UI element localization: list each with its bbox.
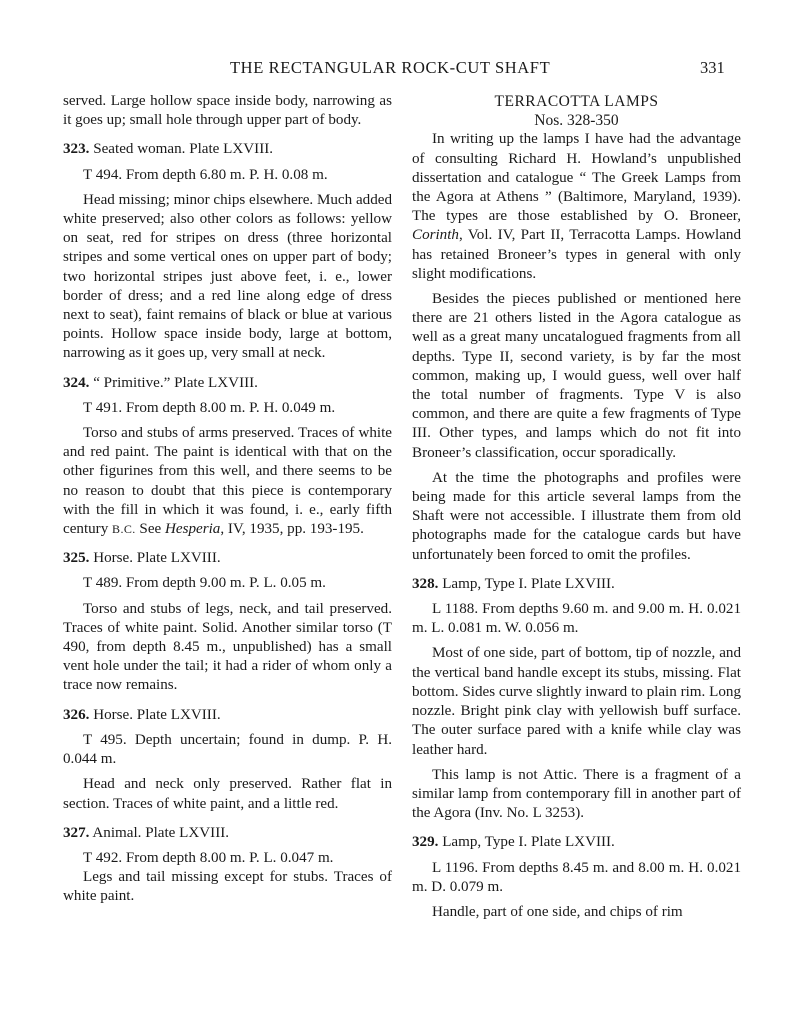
intro-paragraph-2: Besides the pieces published or mentioned here there are 21 others listed in the Agora catalogue as well as a great many uncatalogued fragments from all depths. Type II, second variety, is by far the most common, making up, I would guess, well over half the total number of fragments. Type V is also common, and there are quite a few fragments of Type III. Other types, and lamps which do not fit into Broneer’s classification, occur sporadically. [412, 291, 741, 461]
entry-number: 325. [63, 550, 90, 567]
entry-data: T 492. From depth 8.00 m. P. L. 0.047 m. [83, 849, 334, 866]
journal-title: Hesperia [165, 521, 221, 538]
entry-data: T 495. Depth uncertain; found in dump. P. H. 0.044 m. [63, 731, 392, 768]
entry-heading [63, 549, 392, 568]
paragraph-text: , Vol. IV, Part II, Terracotta Lamps. Howland has retained Broneer’s types in general with only slight modifications. [412, 227, 741, 282]
entry-note: This lamp is not Attic. There is a fragment of a similar lamp from contemporary fill in another part of the Agora (Inv. No. L 3253). [412, 766, 741, 822]
entry-number: 323. [63, 141, 90, 158]
entry-number: 329. [412, 834, 439, 851]
entry-heading [412, 575, 741, 594]
description-text: , IV, 1935, pp. 193-195. [220, 521, 364, 538]
entry-data: L 1196. From depths 8.45 m. and 8.00 m. H. 0.021 m. D. 0.079 m. [412, 859, 741, 895]
intro-paragraph: served. Large hollow space inside body, narrowing as it goes up; small hole through upper part of body. [63, 93, 392, 129]
entry-heading [63, 374, 392, 393]
catalogue-entry-328 [412, 575, 741, 823]
entry-heading [412, 833, 741, 852]
entry-description [63, 424, 392, 539]
entry-number: 326. [63, 706, 90, 723]
entry-heading [63, 140, 392, 159]
era-abbreviation: B.C. [112, 522, 136, 537]
catalogue-entry-323 [63, 140, 392, 363]
catalogue-entry-326 [63, 706, 392, 814]
catalogue-entry-324 [63, 374, 392, 540]
entry-title: Horse. Plate LXVIII. [93, 550, 221, 567]
entry-number: 324. [63, 374, 90, 391]
entry-title: Horse. Plate LXVIII. [93, 706, 221, 723]
intro-paragraph-1 [412, 130, 741, 284]
description-text: See [135, 521, 165, 538]
entry-title: Animal. Plate LXVIII. [92, 824, 230, 841]
entry-data: L 1188. From depths 9.60 m. and 9.00 m. H. 0.021 m. L. 0.081 m. W. 0.056 m. [412, 601, 741, 637]
entry-description: Torso and stubs of legs, neck, and tail preserved. Traces of white paint. Solid. Another similar torso (T 490, from depth 8.45 m., unpublished) has a small vent hole under the tail; it had a rider of whom only a trace now remains. [63, 600, 392, 694]
entry-data: T 491. From depth 8.00 m. P. H. 0.049 m. [83, 399, 336, 416]
intro-paragraph-3: At the time the photographs and profiles were being made for this article several lamps from the Shaft were not accessible. I illustrate them from old photographs made for the catalogue cards but have unfortunately been forced to omit the profiles. [412, 469, 741, 563]
entry-title: Lamp, Type I. Plate LXVIII. [442, 575, 615, 592]
entry-title: Lamp, Type I. Plate LXVIII. [442, 834, 615, 851]
page-number: 331 [700, 58, 725, 77]
entry-data: T 494. From depth 6.80 m. P. H. 0.08 m. [83, 166, 328, 183]
entry-data: T 489. From depth 9.00 m. P. L. 0.05 m. [83, 575, 326, 592]
entry-title: Seated woman. Plate LXVIII. [93, 141, 274, 158]
description-text: Torso and stubs of arms preserved. Traces of white and red paint. The paint is identical with that on the other figurines from this well, and there seems to be no reason to doubt that this piece is contemporary with the fill in which it was found, i. e., early fifth century [63, 425, 392, 538]
entry-description: Legs and tail missing except for stubs. Traces of white paint. [63, 869, 392, 905]
entry-title: “ Primitive.” Plate LXVIII. [93, 374, 258, 391]
entry-number: 328. [412, 575, 439, 592]
catalogue-entry-329 [412, 833, 741, 922]
paragraph-text: In writing up the lamps I have had the advantage of consulting Richard H. Howland’s unpublished dissertation and catalogue “ The Greek Lamps from the Agora at Athens ” (Baltimore, Maryland, 1939). The types are those established by O. Broneer, [412, 131, 741, 225]
section-subtitle: Nos. 328-350 [534, 112, 619, 130]
entry-heading [63, 824, 392, 843]
entry-description: Handle, part of one side, and chips of rim [432, 903, 683, 920]
entry-description: Head and neck only preserved. Rather flat in section. Traces of white paint, and a little red. [63, 776, 392, 812]
left-column [63, 92, 392, 907]
entry-heading [63, 706, 392, 725]
publication-title: Corinth [412, 227, 459, 244]
running-head: THE RECTANGULAR ROCK-CUT SHAFT [230, 58, 551, 77]
entry-number: 327. [63, 824, 90, 841]
entry-description: Head missing; minor chips elsewhere. Much added white preserved; also other colors as follows: yellow on seat, red for stripes on dress (three horizontal stripes and some vertical ones on upper part of body; two horizontal stripes just above feet, i. e., lower border of dress; and a red line along edge of dress next to seat), faint remains of black or blue at various points. Hollow space inside body, large at bottom, narrowing as it goes up, very small at neck. [63, 191, 392, 362]
catalogue-entry-327 [63, 824, 392, 907]
right-column [412, 92, 741, 922]
section-title: TERRACOTTA LAMPS [494, 93, 659, 110]
entry-description: Most of one side, part of bottom, tip of nozzle, and the vertical band handle except its stubs, missing. Flat bottom. Sides curve slightly inward to plain rim. Long nozzle. Bright pink clay with yellowish buff surface. The outer surface pared with a knife while clay was leather hard. [412, 645, 741, 758]
catalogue-entry-325 [63, 549, 392, 695]
